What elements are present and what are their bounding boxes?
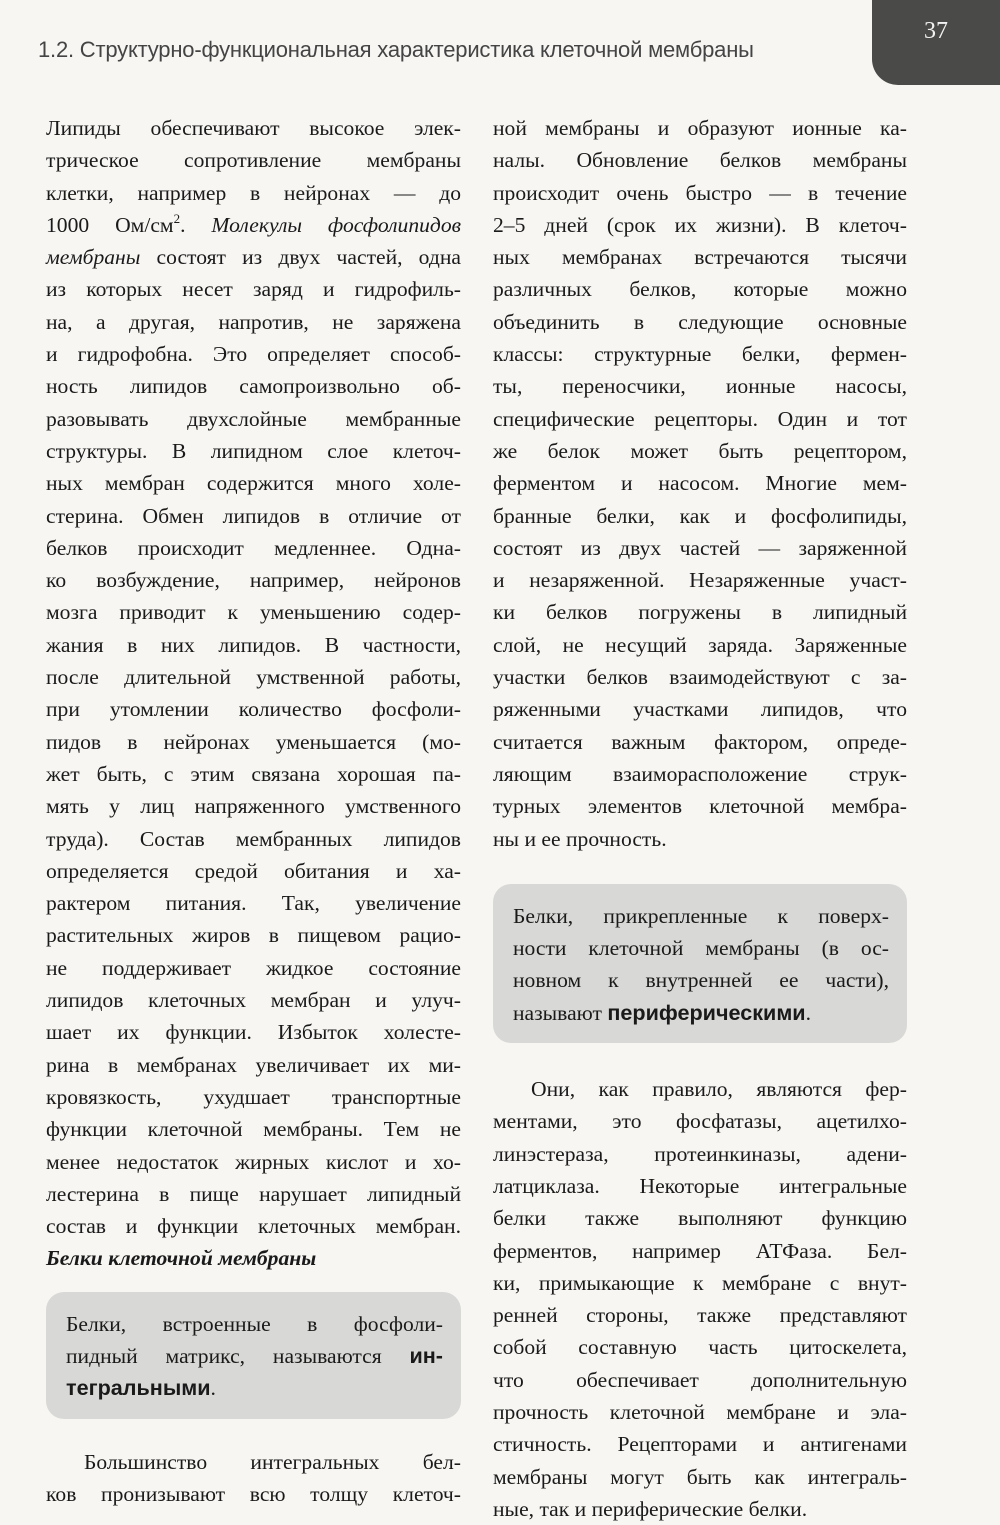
text-line: объединить в следующие основные [493,309,907,334]
text-line: Липиды обеспечивают высокое элек- [46,116,461,140]
text-line: происходит очень быстро — в течение [493,180,907,205]
text-line: Белки, прикрепленные к поверх- [513,903,889,928]
paragraph-peripheral-proteins [493,1073,907,1525]
text-line: жания в них липидов. В частности, [46,632,461,657]
page-number: 37 [872,0,1000,85]
text-line: растительных жиров в пищевом рацио- [46,923,461,948]
text-line: рина в мембранах увеличивает их ми- [46,1052,461,1077]
text-line: ляющим взаиморасположение струк- [493,761,907,786]
text-line: ты, переносчики, ионные насосы, [493,374,907,399]
text-line: рактером питания. Так, увеличение [46,891,461,916]
text-line: пидов в нейронах уменьшается (мо- [46,729,461,754]
text-line: собой составную часть цитоскелета, [493,1335,907,1360]
text-line: и незаряженной. Незаряженные участ- [493,568,907,593]
text-line: шает их функции. Избыток холесте- [46,1020,461,1045]
text-line: структуры. В липидном слое клеточ- [46,438,461,463]
text-line [46,241,461,273]
text-line: ки, примыкающие к мембране с внут- [493,1270,907,1295]
italic-term: мембраны [46,245,141,270]
text-run: . [210,1376,216,1401]
definition-box-integral [46,1292,461,1419]
superscript: 2 [173,210,181,226]
paragraph-membrane-proteins [493,112,907,855]
text-line: различных белков, которые можно [493,277,907,302]
bold-term: периферическими [607,999,806,1025]
text-run: 1000 Ом/см [46,212,174,237]
text-line: стерина. Обмен липидов в отличие от [46,503,461,528]
text-line: Они, как правило, являются фер- [531,1077,907,1102]
text-line [66,1372,443,1404]
text-line: новном к внутренней ее части), [513,968,889,993]
text-line: ности клеточной мембраны (в ос- [513,936,889,961]
text-line: ментами, это фосфатазы, ацетилхо- [493,1109,907,1134]
text-line: ность липидов самопроизвольно об- [46,374,461,399]
text-line: ренней стороны, также представляют [493,1303,907,1328]
text-line: липидов клеточных мембран и улуч- [46,988,461,1013]
text-line [513,997,889,1029]
text-line: специфические рецепторы. Один и тот [493,406,907,431]
text-line [46,209,461,241]
text-line: ные, так и периферические белки. [493,1496,808,1521]
text-line: считается важным фактором, опреде- [493,729,907,754]
text-line: турных элементов клеточной мембра- [493,794,907,819]
text-line: лестерина в пище нарушает липидный [46,1181,461,1206]
text-line: труда). Состав мембранных липидов [46,826,461,851]
italic-term: Молекулы фосфолипидов [211,212,462,237]
text-line: определяется средой обитания и ха- [46,858,461,883]
text-line: кровязкость, ухудшает транспортные [46,1084,461,1109]
text-line: латциклаза. Некоторые интегральные [493,1173,907,1198]
text-line: мять у лиц напряженного умственного [46,794,461,819]
text-line: слой, не несущий заряда. Заряженные [493,632,907,657]
text-line: линэстераза, протеинкиназы, адени- [493,1141,907,1166]
text-line: ны и ее прочность. [493,826,667,851]
text-line: разовывать двухслойные мембранные [46,406,461,431]
bold-term: тегральными [66,1375,211,1401]
paragraph-lipids [46,112,461,1242]
text-line: менее недостаток жирных кислот и хо- [46,1149,461,1174]
text-line: и гидрофобна. Это определяет способ- [46,342,461,367]
text-line: после длительной умственной работы, [46,665,461,690]
text-line: ко возбуждение, например, нейронов [46,568,461,593]
text-line: жет быть, с этим связана хорошая па- [46,761,461,786]
text-run: . [805,1000,811,1025]
text-line: ков пронизывают всю толщу клеточ- [46,1481,461,1506]
text-run: . [180,212,212,237]
text-line: ных мембран содержится много холе- [46,471,461,496]
right-column [493,112,907,1525]
text-run: состоят из двух частей, одна [140,245,461,270]
text-line: что обеспечивает дополнительную [493,1367,907,1392]
paragraph-integral-proteins [46,1446,461,1511]
text-line: ной мембраны и образуют ионные ка- [493,116,907,140]
text-line: белки также выполняют функцию [493,1206,907,1231]
text-line: Белки, встроенные в фосфоли- [66,1311,443,1336]
text-line [66,1340,443,1372]
text-line: белков происходит медленнее. Одна- [46,535,461,560]
text-line: при утомлении количество фосфоли- [46,697,461,722]
text-line: ферментов, например АТФаза. Бел- [493,1238,907,1263]
running-title: 1.2. Структурно-функциональная характеристика клеточной мембраны [38,37,754,62]
bold-term: ин- [409,1342,443,1368]
text-line: трическое сопротивление мембраны [46,148,461,173]
text-line: состав и функции клеточных мембран. [46,1214,461,1239]
text-line: прочность клеточной мембране и эла- [493,1399,907,1424]
definition-box-peripheral [493,884,907,1043]
text-run: называют [513,1000,608,1025]
text-line: функции клеточной мембраны. Тем не [46,1117,461,1142]
text-line: ки белков погружены в липидный [493,600,907,625]
text-line: 2–5 дней (срок их жизни). В клеточ- [493,212,907,237]
text-run: пидный матрикс, называются [66,1343,410,1368]
text-line: не поддерживает жидкое состояние [46,955,461,980]
text-line: ных мембранах встречаются тысячи [493,245,907,270]
text-line: налы. Обновление белков мембраны [493,148,907,173]
text-line: из которых несет заряд и гидрофиль- [46,277,461,302]
text-line: участки белков взаимодействуют с за- [493,665,907,690]
text-line: на, а другая, напротив, не заряжена [46,309,461,334]
text-line: ферментом и насосом. Многие мем- [493,471,907,496]
left-column [46,112,461,1510]
text-line: ряженными участками липидов, что [493,697,907,722]
text-line: классы: структурные белки, фермен- [493,342,907,367]
section-subheading: Белки клеточной мембраны [46,1246,317,1271]
text-line: состоят из двух частей — заряженной [493,535,907,560]
text-line: мозга приводит к уменьшению содер- [46,600,461,625]
text-line: бранные белки, как и фосфолипиды, [493,503,907,528]
text-line: клетки, например в нейронах — до [46,180,461,205]
text-line: мембраны могут быть как интеграль- [493,1464,907,1489]
text-line: же белок может быть рецептором, [493,438,907,463]
text-line: Большинство интегральных бел- [84,1449,461,1474]
text-line: стичность. Рецепторами и антигенами [493,1432,907,1457]
